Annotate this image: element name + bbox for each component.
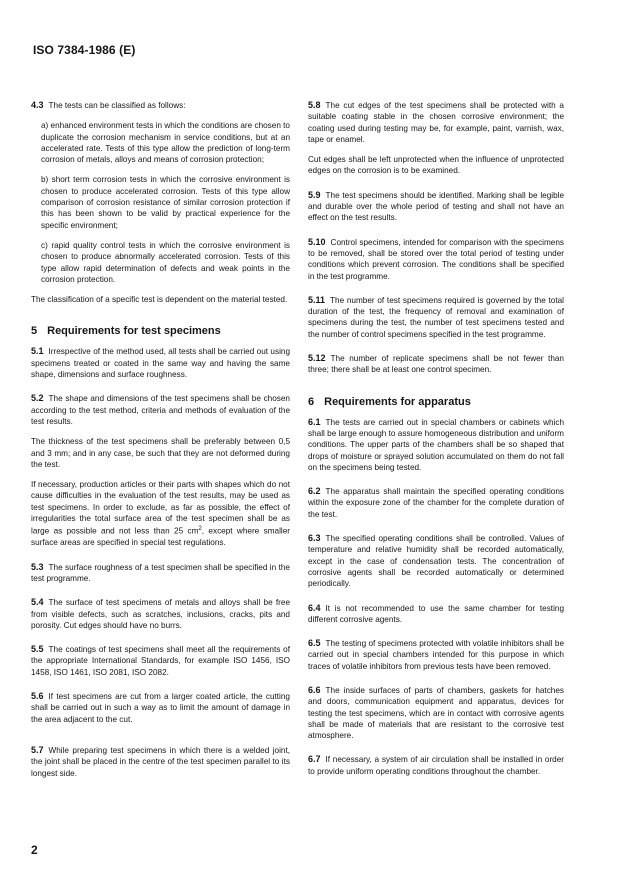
clause-6-6 bbox=[308, 685, 564, 741]
clause-5-4 bbox=[31, 597, 290, 631]
section-5-heading bbox=[31, 325, 290, 337]
clause-5-1 bbox=[31, 346, 290, 380]
clause-number: 5.4 bbox=[31, 597, 44, 608]
clause-number: 5.8 bbox=[308, 100, 321, 110]
clause-5-10 bbox=[308, 237, 564, 282]
clause-text: Irrespective of the method used, all tests shall be carried out using specimens treated or coated in the same way and having the same shape, dimensions and surface roughness. bbox=[31, 347, 290, 380]
clause-text: The surface of test specimens of metals and alloys shall be free from visible defects, such as scratches, inclusions, cracks, pits and porosity. Cut edges should have no burrs. bbox=[31, 598, 290, 630]
clause-6-3 bbox=[308, 533, 564, 589]
clause-4-3-a: a) enhanced environment tests in which the conditions are chosen to duplicate the corrosion mechanism in service conditions, but at an accelerated rate. Tests of this type allow the prediction of long-term corrosion of metals, alloys and means of corrosion protection; bbox=[41, 121, 290, 165]
clause-text: The testing of specimens protected with volatile inhibitors shall be carried out in special chambers intended for this purpose in which traces of volatile inhibitors from previous tests have been removed. bbox=[308, 639, 564, 671]
clause-number: 6.5 bbox=[308, 638, 321, 649]
clause-number: 6.6 bbox=[308, 684, 321, 695]
clause-text: If necessary, production articles or their parts with shapes which do not cause difficulties in the evaluation of the test results, may be used as test specimens. In order to exclude, as far as possible, the effect of irregularities the total surface area of the test specimen shall be as large as possible and not less than 25 cm bbox=[31, 480, 290, 537]
clause-number: 5.12 bbox=[308, 353, 326, 364]
section-6-heading bbox=[308, 396, 564, 408]
clause-text: It is not recommended to use the same chamber for testing different corrosive agents. bbox=[308, 603, 564, 624]
clause-5-8 bbox=[308, 100, 564, 145]
clause-number: 6.1 bbox=[308, 416, 321, 427]
clause-number: 6.4 bbox=[308, 602, 321, 613]
clause-number: 6.2 bbox=[308, 486, 321, 497]
clause-6-4 bbox=[308, 603, 564, 626]
clause-text: The tests can be classified as follows: bbox=[48, 101, 186, 110]
clause-number: 6.3 bbox=[308, 533, 321, 544]
clause-number: 5.2 bbox=[31, 393, 44, 404]
clause-6-1 bbox=[308, 417, 564, 473]
clause-6-5 bbox=[308, 638, 564, 672]
clause-text: The test specimens should be identified. Marking shall be legible and durable over the whole period of testing and shall not have an effect on the test results. bbox=[308, 190, 564, 223]
superscript: 2 bbox=[198, 526, 202, 533]
clause-text: The number of replicate specimens shall be not fewer than three; there shall be at least one control specimen. bbox=[308, 354, 564, 375]
section-number: 6 bbox=[308, 395, 315, 408]
clause-5-11 bbox=[308, 295, 564, 340]
left-column bbox=[31, 100, 290, 779]
clause-4-3-c: c) rapid quality control tests in which the corrosive environment is chosen to produce abnormally accelerated corrosion. Tests of this type allow rapid determination of defects and weak points in the corrosion protection. bbox=[41, 240, 290, 284]
clause-5-7 bbox=[31, 745, 290, 779]
clause-6-2 bbox=[308, 486, 564, 520]
clause-text: The inside surfaces of parts of chambers, gaskets for hatches and doors, communication equipment and apparatus, devices for testing the test specimens, which are in contact with corrosive agents shall be made of materials that are resistant to the corrosive test atmosphere. bbox=[308, 685, 564, 741]
clause-number: 5.1 bbox=[31, 346, 44, 357]
clause-text: If necessary, a system of air circulation shall be installed in order to provide uniform operating conditions throughout the chamber. bbox=[308, 755, 564, 776]
clause-text: The apparatus shall maintain the specified operating conditions within the exposure zone of the chamber for the complete duration of the test. bbox=[308, 487, 564, 519]
clause-5-12 bbox=[308, 353, 564, 376]
clause-5-2-articles bbox=[31, 479, 290, 549]
clause-number: 5.3 bbox=[31, 561, 44, 572]
page-number: 2 bbox=[31, 843, 38, 857]
clause-text: The specified operating conditions shall be controlled. Values of temperature and relative humidity shall be recorded automatically, except in the case of condensation tests. The concentration of corrosive agents shall be recorded automatically or determined periodically. bbox=[308, 534, 564, 589]
right-column bbox=[308, 100, 564, 777]
clause-5-9 bbox=[308, 190, 564, 224]
clause-number: 5.7 bbox=[31, 744, 44, 755]
section-title: Requirements for apparatus bbox=[324, 395, 471, 408]
clause-text: While preparing test specimens in which there is a welded joint, the joint shall be placed in the centre of the test specimen parallel to its longest side. bbox=[31, 745, 290, 778]
clause-text: The cut edges of the test specimens shall be protected with a suitable coating stable in the chosen corrosive environment; the coating used during testing may be, for example, paint, varnish, wax, tape or enamel. bbox=[308, 101, 564, 144]
clause-text: The shape and dimensions of the test specimens shall be chosen according to the test method, criteria and methods of evaluation of the test results. bbox=[31, 394, 290, 426]
clause-number: 5.10 bbox=[308, 236, 326, 247]
clause-5-2 bbox=[31, 393, 290, 427]
clause-number: 5.11 bbox=[308, 294, 326, 305]
clause-text: If test specimens are cut from a larger coated article, the cutting shall be carried out in such a way as to limit the amount of damage in the area adjacent to the cut. bbox=[31, 692, 290, 724]
clause-number: 5.9 bbox=[308, 189, 321, 200]
clause-number: 5.6 bbox=[31, 691, 44, 702]
clause-5-8-edges: Cut edges shall be left unprotected when the influence of unprotected edges on the corrosion is to be examined. bbox=[308, 155, 564, 176]
clause-4-3-b: b) short term corrosion tests in which the corrosive environment is chosen to produce accelerated corrosion. Tests of this type allow comparison of corrosion resistance of similar corrosion protection if this has been shown to be valid by practical experience for the specific environment; bbox=[41, 175, 290, 230]
section-title: Requirements for test specimens bbox=[47, 325, 221, 338]
clause-number: 4.3 bbox=[31, 100, 44, 110]
clause-text: The surface roughness of a test specimen shall be specified in the test programme. bbox=[31, 562, 290, 583]
clause-6-7 bbox=[308, 754, 564, 777]
clause-text: Control specimens, intended for comparison with the specimens to be removed, shall be stored over the total period of testing under conditions which prevent corrosion. The conditions shall be specified in the test programme. bbox=[308, 237, 564, 281]
clause-5-2-thickness: The thickness of the test specimens shall be preferably between 0,5 and 3 mm; and in any case, be such that they are not deformed during the test. bbox=[31, 437, 290, 469]
clause-5-6 bbox=[31, 691, 290, 725]
clause-5-3 bbox=[31, 562, 290, 585]
document-header: ISO 7384-1986 (E) bbox=[33, 43, 136, 57]
clause-4-3 bbox=[31, 100, 290, 111]
clause-text: , except where smaller surface areas are specified in special test regulations. bbox=[31, 527, 290, 548]
clause-text: The coatings of test specimens shall meet all the requirements of the appropriate International Standards, for example ISO 1456, ISO 1458, ISO 1461, ISO 2081, ISO 2082. bbox=[31, 645, 290, 677]
clause-number: 6.7 bbox=[308, 754, 321, 765]
clause-5-5 bbox=[31, 644, 290, 678]
clause-4-3-note: The classification of a specific test is dependent on the material tested. bbox=[31, 295, 288, 305]
clause-number: 5.5 bbox=[31, 644, 44, 655]
clause-text: The tests are carried out in special chambers or cabinets which shall be large enough to assure homogeneous distribution and uniform conditions. The upper parts of the chambers shall be so shaped that drops of moisture or sprayed solution accumulated on them do not fall on the specimens being tested. bbox=[308, 417, 564, 472]
clause-text: The number of test specimens required is governed by the total duration of the test, the frequency of removal and examination of specimens during the test, the number of test specimens tested and the number of control specimens specified in the test programme. bbox=[308, 295, 564, 339]
section-number: 5 bbox=[31, 325, 38, 338]
